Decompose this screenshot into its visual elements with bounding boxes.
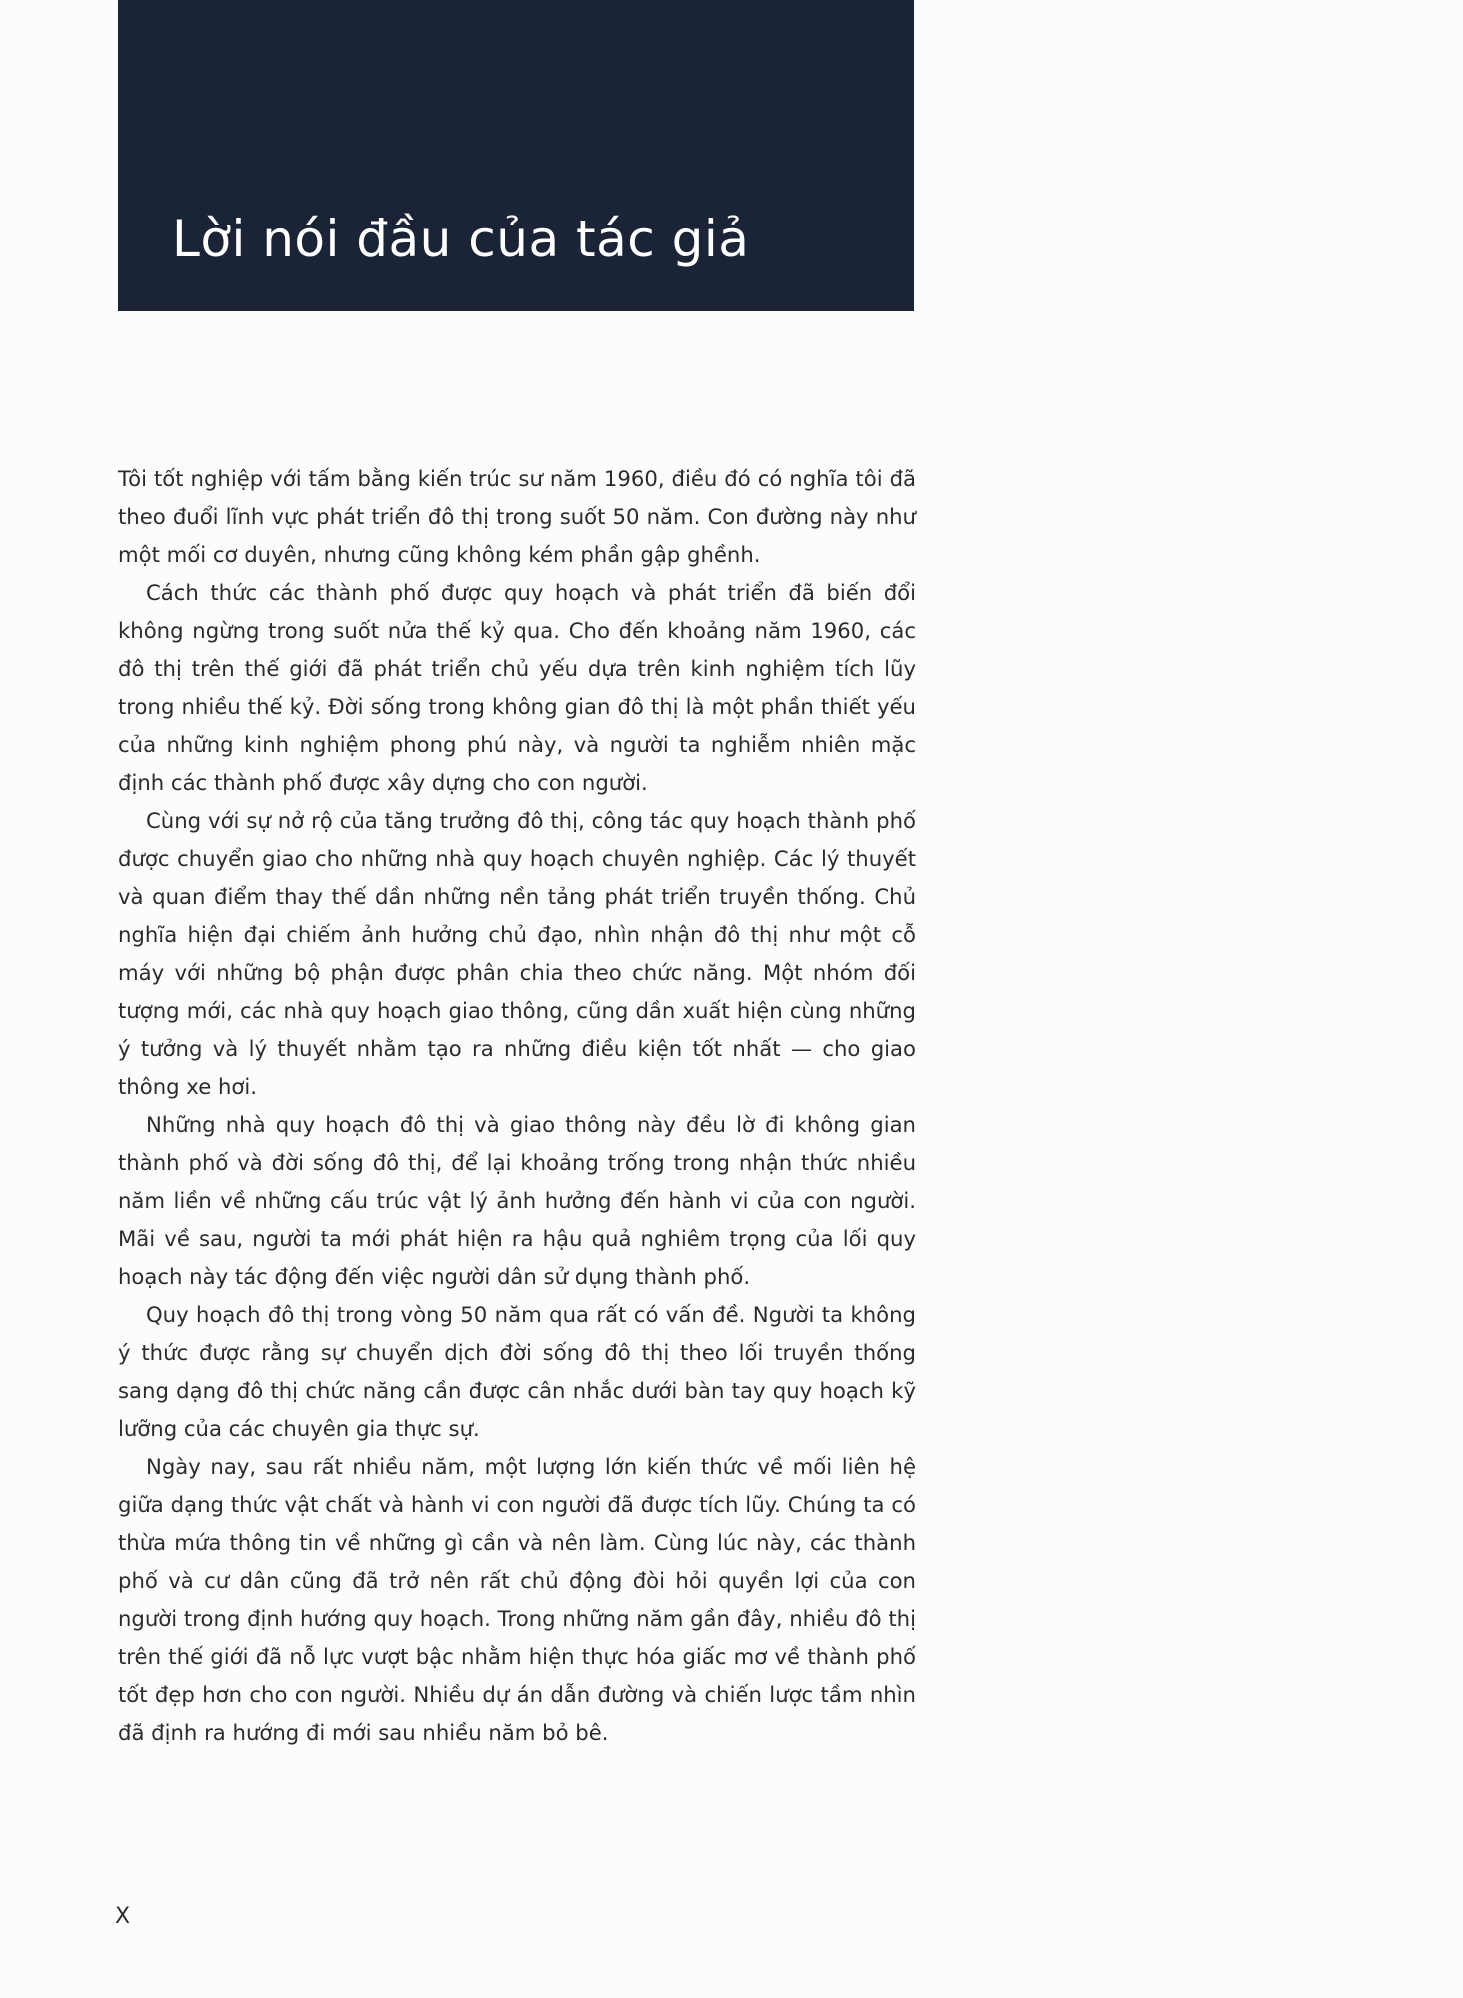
- paragraph-3: Cùng với sự nở rộ của tăng trưởng đô thị, công tác quy hoạch thành phố được chuyển giao cho những nhà quy hoạch chuyên nghiệp. Các lý thuyết và quan điểm thay thế dần những nền tảng phát triển truyền thống. Chủ nghĩa hiện đại chiếm ảnh hưởng chủ đạo, nhìn nhận đô thị như một cỗ máy với những bộ phận được phân chia theo chức năng. Một nhóm đối tượng mới, các nhà quy hoạch giao thông, cũng dần xuất hiện cùng những ý tưởng và lý thuyết nhằm tạo ra những điều kiện tốt nhất — cho giao thông xe hơi.: [118, 808, 916, 1099]
- body-text: [118, 460, 916, 1752]
- paragraph-5: Quy hoạch đô thị trong vòng 50 năm qua rất có vấn đề. Người ta không ý thức được rằng sự chuyển dịch đời sống đô thị theo lối truyền thống sang dạng đô thị chức năng cần được cân nhắc dưới bàn tay quy hoạch kỹ lưỡng của các chuyên gia thực sự.: [118, 1302, 916, 1441]
- paragraph-6: Ngày nay, sau rất nhiều năm, một lượng lớn kiến thức về mối liên hệ giữa dạng thức vật chất và hành vi con người đã được tích lũy. Chúng ta có thừa mứa thông tin về những gì cần và nên làm. Cùng lúc này, các thành phố và cư dân cũng đã trở nên rất chủ động đòi hỏi quyền lợi của con người trong định hướng quy hoạch. Trong những năm gần đây, nhiều đô thị trên thế giới đã nỗ lực vượt bậc nhằm hiện thực hóa giấc mơ về thành phố tốt đẹp hơn cho con người. Nhiều dự án dẫn đường và chiến lược tầm nhìn đã định ra hướng đi mới sau nhiều năm bỏ bê.: [118, 1454, 916, 1745]
- paragraph-4: Những nhà quy hoạch đô thị và giao thông này đều lờ đi không gian thành phố và đời sống đô thị, để lại khoảng trống trong nhận thức nhiều năm liền về những cấu trúc vật lý ảnh hưởng đến hành vi của con người. Mãi về sau, người ta mới phát hiện ra hậu quả nghiêm trọng của lối quy hoạch này tác động đến việc người dân sử dụng thành phố.: [118, 1112, 916, 1289]
- page-title: Lời nói đầu của tác giả: [172, 210, 750, 268]
- page-number: X: [115, 1904, 131, 1929]
- title-banner: [118, 0, 914, 311]
- paragraph-1: Tôi tốt nghiệp với tấm bằng kiến trúc sư năm 1960, điều đó có nghĩa tôi đã theo đuổi lĩnh vực phát triển đô thị trong suốt 50 năm. Con đường này như một mối cơ duyên, nhưng cũng không kém phần gập ghềnh.: [118, 466, 916, 567]
- paragraph-2: Cách thức các thành phố được quy hoạch và phát triển đã biến đổi không ngừng trong suốt nửa thế kỷ qua. Cho đến khoảng năm 1960, các đô thị trên thế giới đã phát triển chủ yếu dựa trên kinh nghiệm tích lũy trong nhiều thế kỷ. Đời sống trong không gian đô thị là một phần thiết yếu của những kinh nghiệm phong phú này, và người ta nghiễm nhiên mặc định các thành phố được xây dựng cho con người.: [118, 580, 916, 795]
